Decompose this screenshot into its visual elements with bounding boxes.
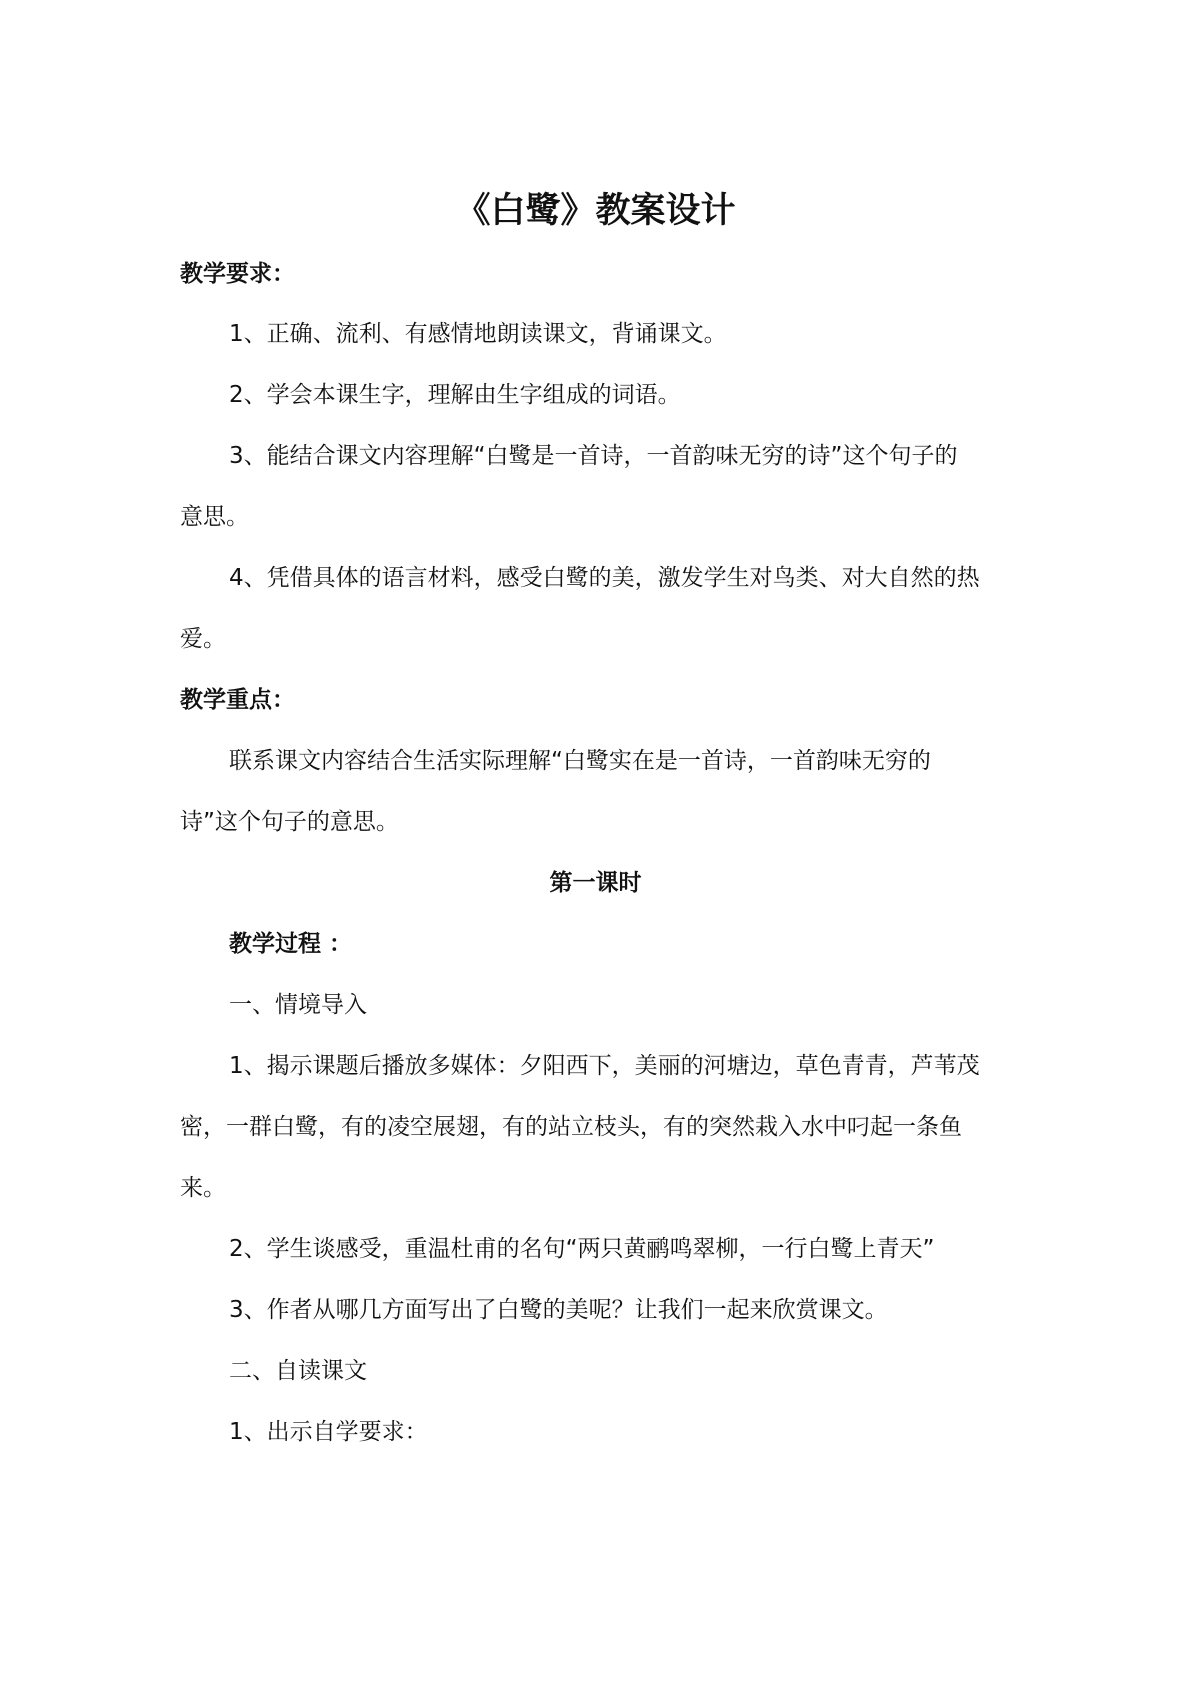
requirement-item-4-cont: 爱。 <box>180 626 226 652</box>
section-1-item-1-cont-2: 来。 <box>180 1175 226 1201</box>
key-points-text-cont: 诗”这个句子的意思。 <box>180 809 399 835</box>
section-1-item-3: 3、作者从哪几方面写出了白鹭的美呢？让我们一起来欣赏课文。 <box>229 1297 888 1323</box>
section-2-item-1: 1、出示自学要求： <box>229 1419 428 1445</box>
section-2-heading: 二、自读课文 <box>229 1358 367 1384</box>
requirement-item-3-cont: 意思。 <box>180 504 249 530</box>
key-points-heading: 教学重点： <box>180 687 295 713</box>
requirements-heading: 教学要求： <box>180 261 295 287</box>
section-1-item-1: 1、揭示课题后播放多媒体：夕阳西下，美丽的河塘边，草色青青，芦苇茂 <box>229 1053 980 1079</box>
section-1-heading: 一、情境导入 <box>229 992 367 1018</box>
process-heading: 教学过程 ： <box>229 931 353 957</box>
requirement-item-3: 3、能结合课文内容理解“白鹭是一首诗，一首韵味无穷的诗”这个句子的 <box>229 443 958 469</box>
key-points-text: 联系课文内容结合生活实际理解“白鹭实在是一首诗，一首韵味无穷的 <box>229 748 931 774</box>
section-1-item-1-cont: 密，一群白鹭，有的凌空展翅，有的站立枝头，有的突然栽入水中叼起一条鱼 <box>180 1114 962 1140</box>
section-1-item-2: 2、学生谈感受，重温杜甫的名句“两只黄鹂鸣翠柳，一行白鹭上青天” <box>229 1236 935 1262</box>
lesson-heading: 第一课时 <box>549 870 642 896</box>
requirement-item-2: 2、学会本课生字，理解由生字组成的词语。 <box>229 382 681 408</box>
document-title: 《白鹭》教案设计 <box>455 191 736 231</box>
requirement-item-4: 4、凭借具体的语言材料，感受白鹭的美，激发学生对鸟类、对大自然的热 <box>229 565 980 591</box>
requirement-item-1: 1、正确、流利、有感情地朗读课文，背诵课文。 <box>229 321 727 347</box>
